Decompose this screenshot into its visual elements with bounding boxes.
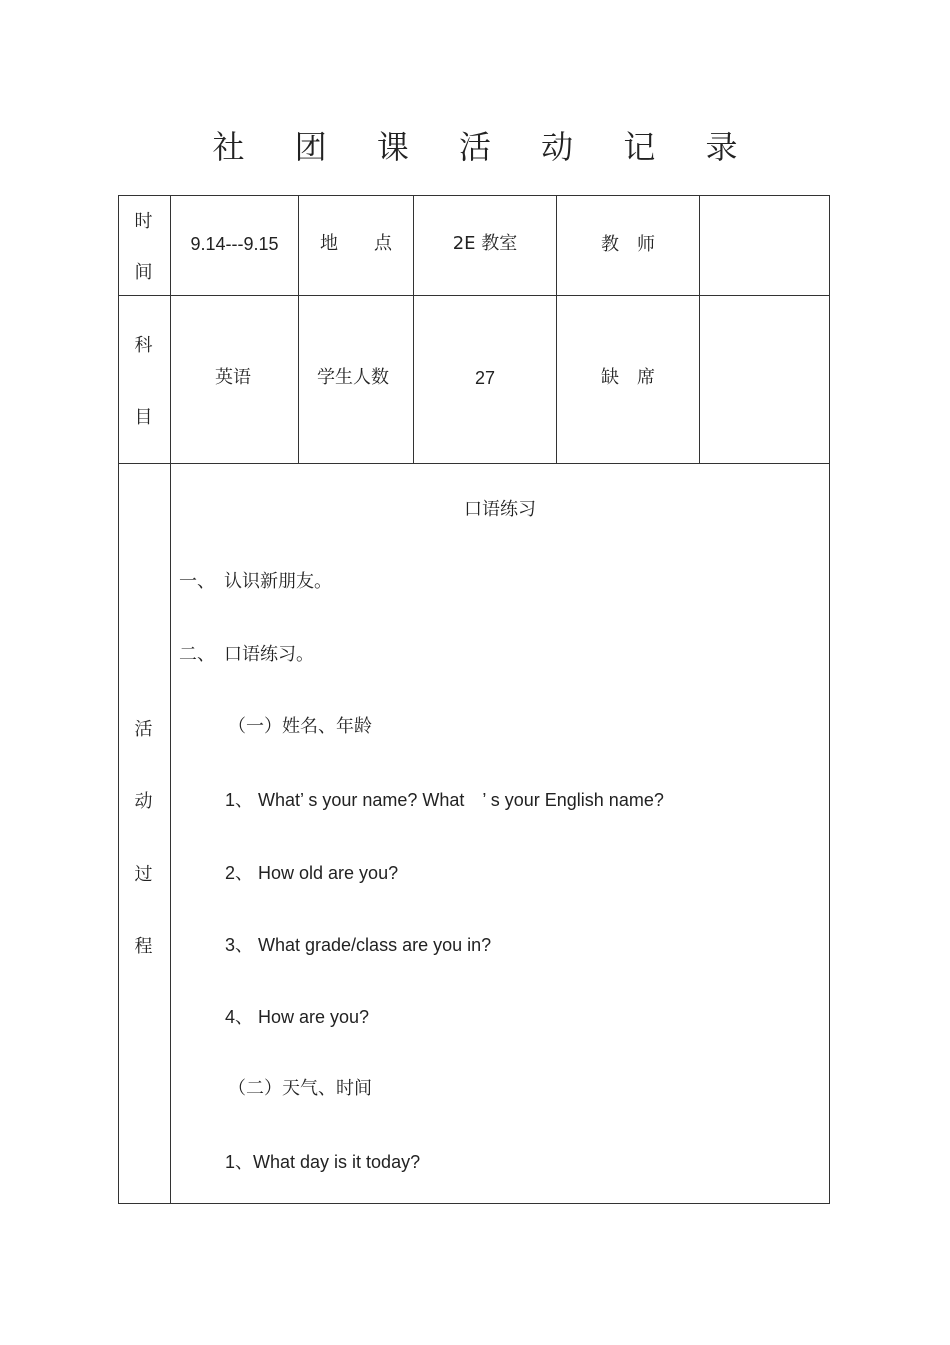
activity-label-char: 程 [134, 936, 153, 957]
activity-heading: 口语练习 [464, 499, 536, 520]
students-value: 27 [474, 368, 496, 388]
activity-line: 3、 What grade/class are you in? [225, 935, 492, 955]
activity-line: 二、 口语练习。 [179, 644, 314, 665]
date-value: 9.14---9.15 [190, 234, 279, 254]
activity-line: 2、 How old are you? [225, 863, 399, 883]
activity-line: （一）姓名、年龄 [228, 716, 372, 737]
teacher-label: 教 师 [601, 234, 655, 255]
document-title: 社 团 课 活 动 记 录 [212, 128, 758, 166]
time-label-char: 间 [134, 262, 153, 283]
table-col-divider [699, 195, 700, 464]
time-label-char: 时 [134, 211, 153, 232]
students-label: 学生人数 [317, 367, 389, 388]
activity-line: 一、 认识新朋友。 [179, 571, 332, 592]
activity-line: 1、What day is it today? [225, 1152, 421, 1172]
table-border-bottom [118, 1203, 830, 1204]
absent-label: 缺 席 [601, 367, 655, 388]
activity-label-char: 过 [134, 864, 153, 885]
activity-line: 4、 How are you? [225, 1007, 370, 1027]
subject-value: 英语 [215, 367, 251, 388]
table-border-right [829, 195, 830, 1204]
table-row-divider [118, 463, 830, 464]
subject-label-char: 科 [134, 335, 153, 356]
activity-line: （二）天气、时间 [228, 1078, 372, 1099]
location-value: 2E 教室 [452, 233, 518, 254]
activity-label-char: 活 [134, 719, 153, 740]
activity-line: 1、 What’ s your name? What ’ s your English name? [225, 790, 664, 810]
table-row-divider [118, 295, 830, 296]
subject-label-char: 目 [134, 407, 153, 428]
location-label: 地 点 [320, 233, 392, 254]
table-border-top [118, 195, 830, 196]
activity-label-char: 动 [134, 791, 153, 812]
table-col-divider [170, 195, 171, 1204]
